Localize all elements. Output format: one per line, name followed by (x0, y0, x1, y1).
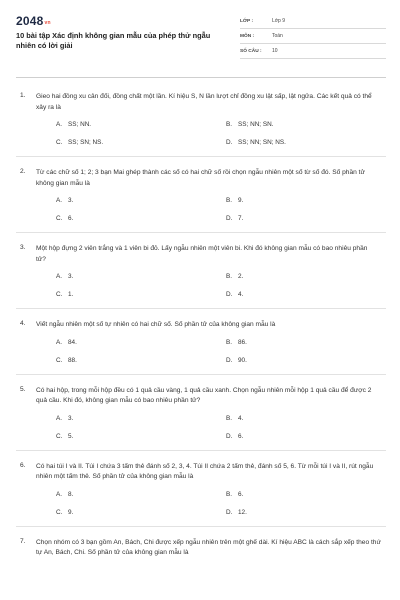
option-text: 8. (68, 490, 74, 498)
question-number: 1. (20, 92, 26, 99)
question-item (16, 244, 386, 299)
answer-option[interactable] (56, 196, 226, 205)
question-item (16, 320, 386, 365)
question-list (16, 92, 386, 559)
question-text: Có hai túi I và II. Túi I chứa 3 tấm thẻ đánh số 2, 3, 4. Túi II chứa 2 tấm thẻ, đánh số 5, 6. Từ mỗi túi I và II, rút ngẫu nhiên một tấm thẻ. Số phần tử của không gian mẫu là (36, 462, 374, 480)
question-number: 3. (20, 244, 26, 251)
answer-options (56, 490, 386, 517)
logo-suffix: vn (44, 20, 51, 26)
option-text: SS; NN. (68, 121, 92, 128)
option-letter: C. (56, 139, 63, 146)
worksheet-header (16, 10, 386, 74)
question-item (16, 168, 386, 223)
answer-option[interactable] (56, 490, 226, 499)
question-number: 5. (20, 385, 26, 393)
question-number: 2. (20, 168, 26, 175)
answer-option[interactable] (56, 508, 226, 517)
option-text: 6. (238, 432, 244, 440)
answer-option[interactable] (226, 432, 396, 441)
option-letter: B. (226, 338, 233, 346)
option-letter: B. (226, 414, 233, 422)
answer-option[interactable] (226, 414, 396, 423)
answer-option[interactable] (56, 290, 226, 299)
question-number: 4. (20, 320, 26, 327)
option-text: 90. (238, 356, 247, 364)
option-letter: A. (56, 338, 63, 346)
option-text: 6. (68, 215, 74, 222)
answer-option[interactable] (226, 272, 396, 281)
option-text: 84. (68, 338, 77, 346)
answer-option[interactable] (56, 120, 226, 129)
option-text: 5. (68, 432, 74, 440)
option-letter: A. (56, 414, 63, 422)
option-letter: C. (56, 215, 63, 222)
option-text: 12. (238, 508, 247, 516)
option-letter: A. (56, 121, 63, 128)
option-text: 6. (238, 490, 244, 498)
option-letter: B. (226, 490, 233, 498)
answer-option[interactable] (56, 414, 226, 423)
option-letter: D. (226, 508, 233, 516)
answer-option[interactable] (226, 196, 396, 205)
option-letter: B. (226, 197, 233, 204)
answer-option[interactable] (226, 120, 396, 129)
answer-options (56, 196, 386, 223)
info-key: SỐ CÂU : (240, 48, 262, 54)
option-letter: D. (226, 432, 233, 440)
option-letter: C. (56, 432, 63, 440)
option-letter: A. (56, 490, 63, 498)
answer-option[interactable] (226, 290, 396, 299)
question-divider (16, 156, 386, 157)
option-text: 1. (68, 291, 74, 298)
site-logo[interactable] (16, 14, 51, 28)
question-text: Chọn nhóm có 3 bạn gồm An, Bách, Chi được xếp ngẫu nhiên trên một ghế dài. Kí hiệu ABC là cách sắp xếp theo thứ tự An, Bách, Chi. Số phần tử của không gian mẫu là (36, 538, 381, 556)
info-value: 10 (272, 48, 278, 54)
answer-option[interactable] (56, 138, 226, 147)
question-number: 7. (20, 537, 26, 545)
info-key: MÔN : (240, 33, 255, 39)
question-text: Một hộp đựng 2 viên trắng và 1 viên bi đỏ. Lấy ngẫu nhiên một viên bi. Khi đó không gian mẫu có bao nhiêu phần tử? (36, 245, 368, 263)
question-item (16, 538, 386, 559)
answer-options (56, 338, 386, 365)
info-row-subject (240, 29, 386, 44)
worksheet-title: 10 bài tập Xác định không gian mẫu của phép thử ngẫu nhiên có lời giải (16, 31, 211, 50)
option-text: 86. (238, 338, 247, 346)
option-text: 3. (68, 273, 74, 280)
question-divider (16, 450, 386, 451)
answer-option[interactable] (226, 490, 396, 499)
answer-option[interactable] (56, 338, 226, 347)
info-table (240, 14, 386, 59)
option-text: 4. (238, 414, 244, 422)
question-text: Gieo hai đồng xu cân đối, đồng chất một lần. Kí hiệu S, N lần lượt chỉ đồng xu lật sấp, lật ngửa. Các kết quả có thể xảy ra là (36, 93, 372, 111)
question-text: Có hai hộp, trong mỗi hộp đều có 1 quả cầu vàng, 1 quả cầu xanh. Chọn ngẫu nhiên mỗi hộp 1 quả cầu để được 2 quả cầu. Khi đó, không gian mẫu có bao nhiêu phần tử? (36, 386, 372, 404)
option-letter: D. (226, 215, 233, 222)
question-item (16, 462, 386, 517)
info-key: LỚP : (240, 18, 254, 24)
option-letter: A. (56, 197, 63, 204)
question-divider (16, 526, 386, 527)
question-divider (16, 374, 386, 375)
question-divider (16, 308, 386, 309)
answer-option[interactable] (56, 356, 226, 365)
answer-option[interactable] (226, 214, 396, 223)
question-item (16, 92, 386, 147)
option-text: 3. (68, 197, 74, 204)
option-letter: C. (56, 291, 63, 298)
question-number: 6. (20, 461, 26, 469)
info-row-count (240, 44, 386, 59)
option-text: SS; NN; SN. (238, 121, 274, 128)
option-letter: B. (226, 121, 233, 128)
answer-option[interactable] (56, 272, 226, 281)
answer-option[interactable] (56, 214, 226, 223)
question-item (16, 386, 386, 441)
option-letter: C. (56, 508, 63, 516)
option-text: 9. (68, 508, 74, 516)
answer-options (56, 272, 386, 299)
option-letter: A. (56, 273, 63, 280)
answer-option[interactable] (226, 508, 396, 517)
option-text: 88. (68, 356, 77, 364)
question-divider (16, 232, 386, 233)
header-divider (16, 77, 386, 78)
option-text: 9. (238, 197, 244, 204)
option-text: 7. (238, 215, 244, 222)
info-row-class (240, 14, 386, 29)
answer-options (56, 120, 386, 147)
option-text: 4. (238, 291, 244, 298)
answer-option[interactable] (56, 432, 226, 441)
info-value: Toán (272, 33, 283, 39)
option-letter: C. (56, 356, 63, 364)
answer-options (56, 414, 386, 441)
logo-text: 2048 (16, 14, 44, 28)
option-text: 3. (68, 414, 74, 422)
answer-option[interactable] (226, 138, 396, 147)
option-letter: B. (226, 273, 233, 280)
answer-option[interactable] (226, 338, 396, 347)
option-text: 2. (238, 273, 244, 280)
option-letter: D. (226, 139, 233, 146)
option-letter: D. (226, 291, 233, 298)
question-text: Từ các chữ số 1; 2; 3 bạn Mai ghép thành các số có hai chữ số rồi chọn ngẫu nhiên một số từ số đó. Số phần tử không gian mẫu là (36, 169, 365, 187)
info-value: Lớp 9 (272, 18, 286, 24)
option-text: SS; NN; SN; NS. (238, 139, 286, 146)
question-text: Viết ngẫu nhiên một số tự nhiên có hai chữ số. Số phần tử của không gian mẫu là (36, 321, 276, 328)
answer-option[interactable] (226, 356, 396, 365)
option-text: SS; SN; NS. (68, 139, 104, 146)
option-letter: D. (226, 356, 233, 364)
